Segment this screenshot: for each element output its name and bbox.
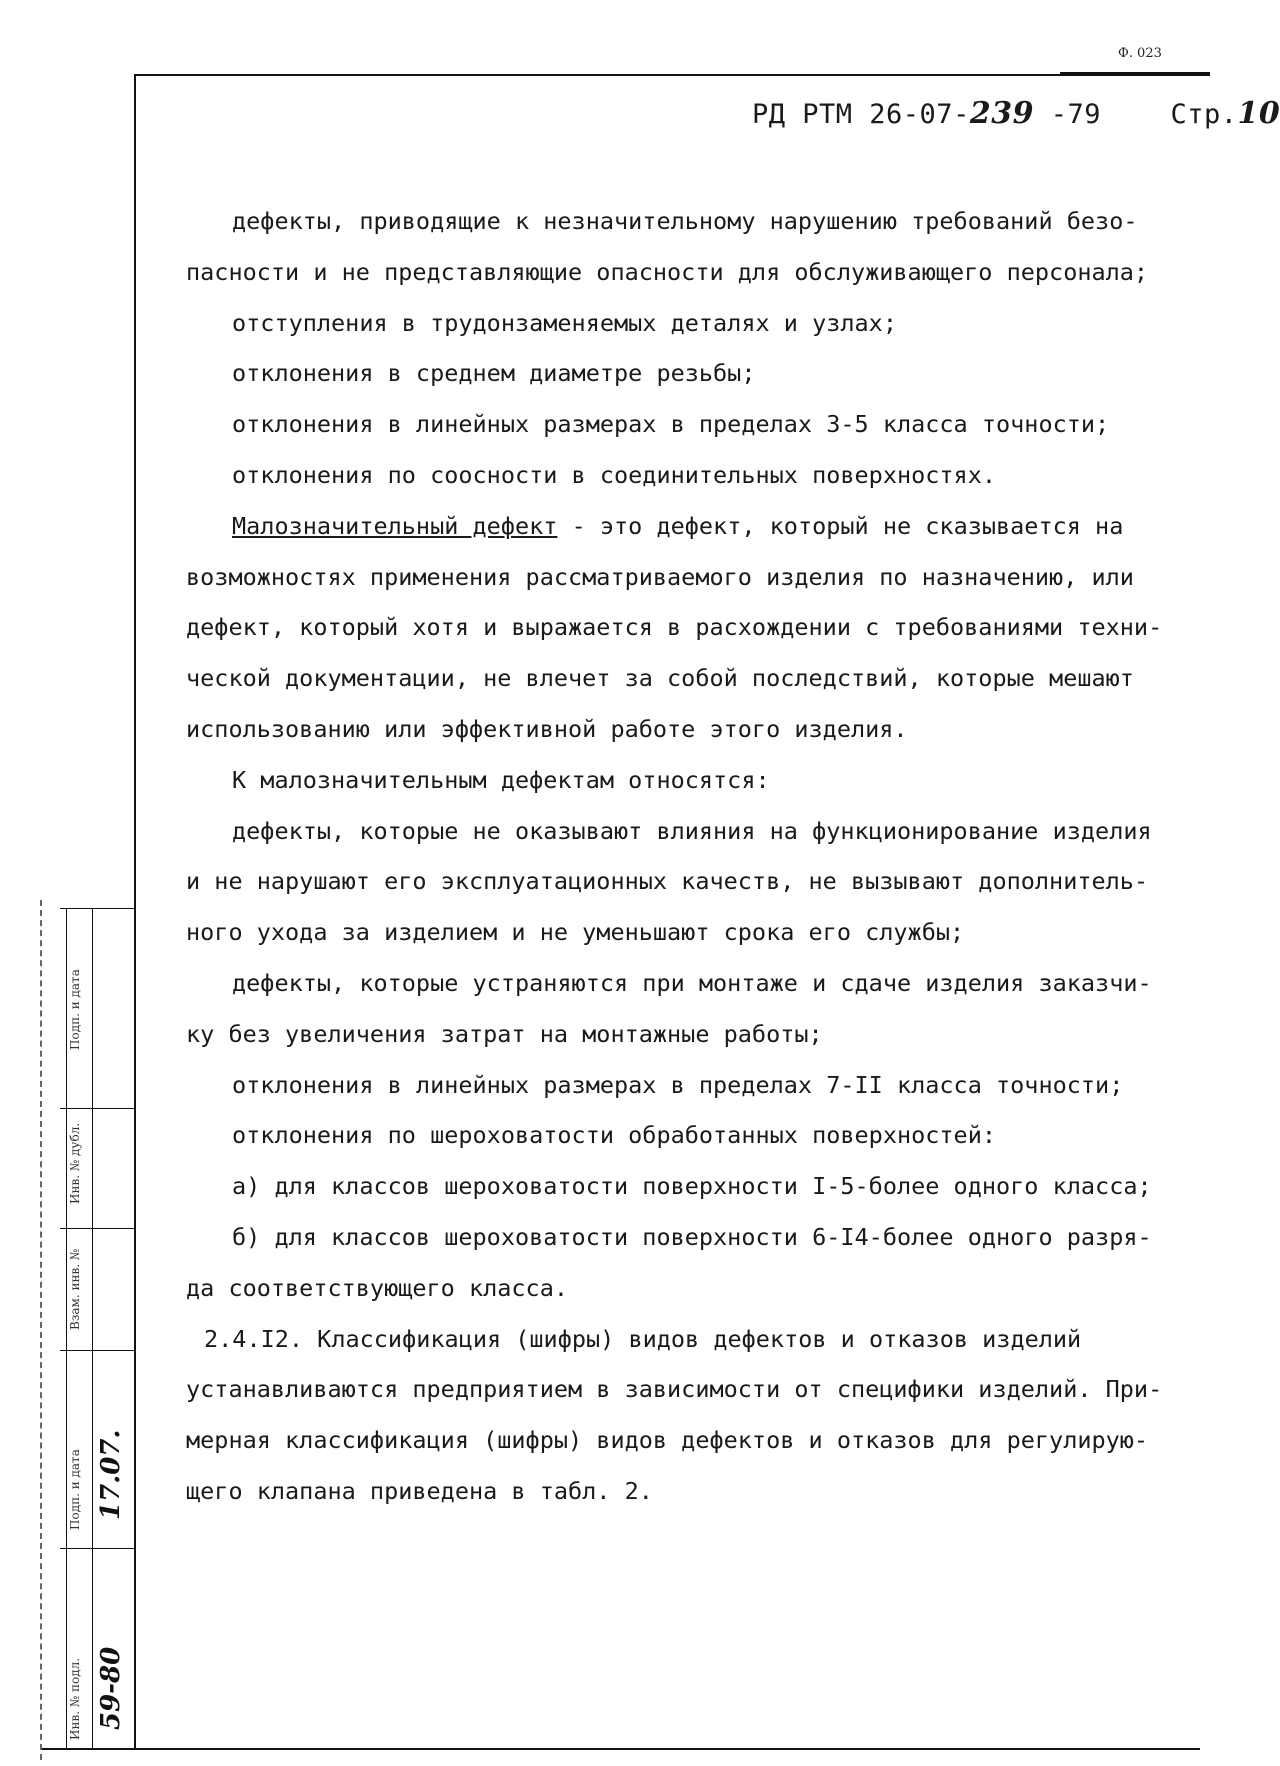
line-text: ку без увеличения затрат на монтажные работы; — [186, 1019, 823, 1048]
text-line — [186, 1060, 1246, 1111]
text-line — [186, 399, 1246, 450]
line-text: отклонения в среднем диаметре резьбы; — [232, 359, 756, 388]
stamp-row-4 — [60, 1350, 136, 1351]
line-text: устанавливаются предприятием в зависимости от специфики изделий. При- — [186, 1375, 1163, 1404]
text-line — [186, 1161, 1246, 1212]
line-text: дефекты, приводящие к незначительному нарушению требований безо- — [232, 207, 1138, 235]
stamp-label-replace-inv: Взам. инв. № — [68, 1248, 82, 1330]
line-text: 2.4.I2. Классификация (шифры) видов дефектов и отказов изделий — [204, 1324, 1082, 1353]
text-line — [186, 958, 1246, 1009]
line-text: отступления в трудонзаменяемых деталях и узлах; — [232, 308, 897, 337]
text-line — [186, 806, 1246, 857]
line-text: ческой документации, не влечет за собой последствий, которые мешают — [186, 664, 1134, 693]
stamp-column-left — [66, 908, 67, 1748]
text-line — [186, 653, 1246, 704]
stamp-row-5 — [60, 1548, 136, 1549]
stamp-label-sign-date-1: Подп. и дата — [68, 969, 82, 1050]
line-text: использованию или эффективной работе этого изделия. — [186, 714, 908, 743]
stamp-label-sign-date-2: Подп. и дата — [68, 1449, 82, 1530]
line-text: да соответствующего класса. — [186, 1273, 569, 1302]
frame-bottom-line — [40, 1748, 1200, 1750]
text-line — [186, 1009, 1246, 1060]
line-text: дефекты, которые устраняются при монтаже и сдаче изделия заказчи- — [232, 968, 1152, 997]
text-line — [186, 1263, 1246, 1314]
line-text: а) для классов шероховатости поверхности I-5-более одного класса; — [232, 1172, 1152, 1201]
line-text: пасности и не представляющие опасности для обслуживающего персонала; — [186, 257, 1149, 286]
stamp-handwritten-number: 59-80 — [96, 1646, 126, 1730]
line-text: щего клапана приведена в табл. 2. — [186, 1476, 653, 1505]
document-body — [186, 196, 1246, 1517]
text-line — [186, 755, 1246, 806]
line-text: К малозначительным дефектам относятся: — [232, 765, 770, 794]
stamp-row-2 — [60, 1108, 136, 1109]
text-line — [186, 196, 1246, 247]
designation-prefix: РД РТМ 26-07- — [752, 99, 970, 130]
text-line — [186, 907, 1246, 958]
frame-top-line — [134, 74, 1210, 76]
text-line — [186, 501, 1246, 552]
stamp-row-3 — [60, 1228, 136, 1229]
line-text: - это дефект, который не сказывается на — [557, 511, 1124, 540]
stamp-row-1 — [60, 908, 136, 909]
text-line — [186, 856, 1246, 907]
text-line — [186, 602, 1246, 653]
form-code: Ф. 023 — [1118, 46, 1162, 61]
line-text: дефект, который хотя и выражается в расхождении с требованиями техни- — [186, 613, 1163, 642]
designation-suffix: -79 — [1033, 99, 1101, 130]
line-text: отклонения по шероховатости обработанных поверхностей: — [232, 1121, 997, 1150]
text-line — [186, 1314, 1246, 1365]
text-line — [186, 1415, 1246, 1466]
text-line — [186, 1212, 1246, 1263]
line-text: возможностях применения рассматриваемого изделия по назначению, или — [186, 562, 1134, 591]
text-line — [186, 1466, 1246, 1517]
stamp-handwritten-date: 17.07. — [96, 1429, 126, 1520]
document-header — [752, 96, 1280, 131]
stamp-label-orig-inv: Инв. № подл. — [68, 1657, 82, 1740]
text-line — [186, 1110, 1246, 1161]
stamp-column-right — [92, 908, 93, 1748]
page-number: 10 — [1237, 96, 1280, 131]
line-text: б) для классов шероховатости поверхности 6-I4-более одного разря- — [232, 1222, 1152, 1251]
text-line — [186, 1364, 1246, 1415]
line-text: мерная классификация (шифры) видов дефектов и отказов для регулирую- — [186, 1426, 1149, 1455]
page-label: Стр. — [1170, 99, 1238, 130]
line-text: ного ухода за изделием и не уменьшают срока его службы; — [186, 918, 965, 947]
margin-dashed-line — [40, 900, 42, 1760]
text-line — [186, 552, 1246, 603]
text-line — [186, 247, 1246, 298]
line-text: и не нарушают его эксплуатационных качеств, не вызывают дополнитель- — [186, 867, 1149, 896]
text-line — [186, 298, 1246, 349]
line-text: отклонения в линейных размерах в пределах 7-II класса точности; — [232, 1070, 1124, 1099]
text-line — [186, 450, 1246, 501]
text-line — [186, 348, 1246, 399]
designation-number: 239 — [969, 96, 1034, 131]
text-line — [186, 704, 1246, 755]
line-text: дефекты, которые не оказывают влияния на функционирование изделия — [232, 816, 1152, 845]
stamp-label-dup-inv: Инв. № дубл. — [68, 1122, 82, 1204]
line-text: отклонения по соосности в соединительных поверхностях. — [232, 460, 997, 489]
line-text: отклонения в линейных размерах в пределах 3-5 класса точности; — [232, 410, 1110, 439]
defined-term: Малозначительный дефект — [232, 511, 558, 540]
frame-left-line — [134, 74, 136, 1750]
